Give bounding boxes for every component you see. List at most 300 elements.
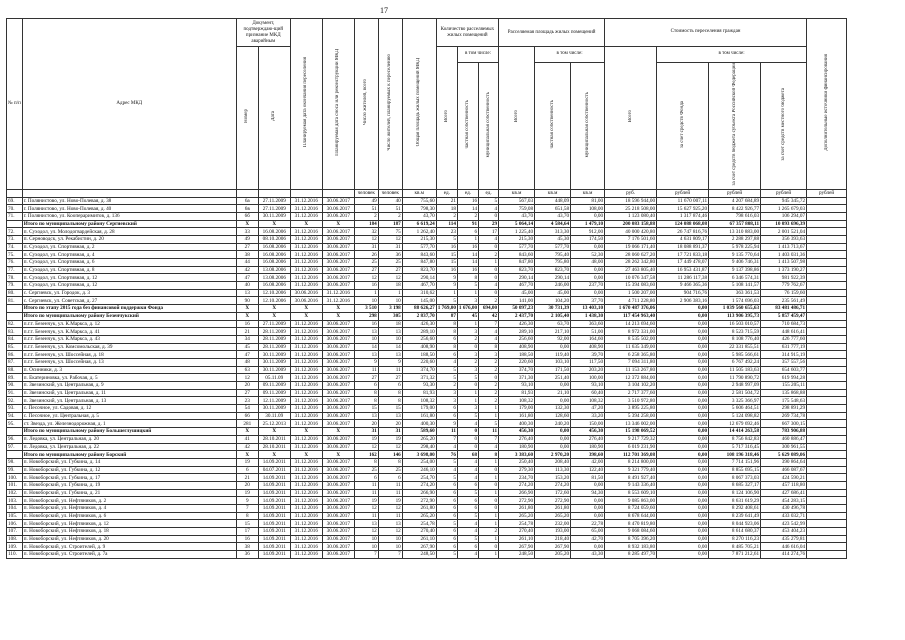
table-cell: 21,10 xyxy=(535,389,571,397)
table-cell: 11 xyxy=(354,481,378,489)
table-cell: 0 xyxy=(457,443,478,451)
table-cell xyxy=(7,305,23,313)
table-cell: X xyxy=(236,305,258,313)
table-cell: X xyxy=(236,428,258,436)
table-cell: 4 631 809,17 xyxy=(657,235,709,243)
header-total-area-text: Общая площадь жилых помещений МКД xyxy=(416,58,422,147)
table-cell: 13 xyxy=(236,289,258,297)
table-cell: 651,58 xyxy=(535,205,571,213)
table-cell: 30.06.2017 xyxy=(322,405,354,413)
table-cell: 823,70 xyxy=(499,266,535,274)
table-cell: 31.12.2016 xyxy=(290,212,322,220)
table-cell: 31.12.2016 xyxy=(290,259,322,267)
table-cell: 49 xyxy=(236,235,258,243)
table-cell: 457 118,80 xyxy=(761,481,807,489)
table-cell: 589,60 xyxy=(402,428,436,436)
table-cell: 20 xyxy=(354,420,378,428)
table-cell: 667 300,15 xyxy=(761,420,807,428)
table-cell: 18 xyxy=(436,205,457,213)
table-cell: 0,00 xyxy=(657,358,709,366)
table-cell: X xyxy=(258,305,290,313)
table-cell: 101. xyxy=(7,481,23,489)
table-cell: 265,20 xyxy=(402,512,436,520)
table-cell: 27 xyxy=(378,374,402,382)
header-count-municipal xyxy=(479,63,499,190)
table-cell: 1 769,00 xyxy=(437,305,456,312)
header-relocation-end xyxy=(290,19,322,190)
header-cost-fund xyxy=(657,63,709,190)
header-total-area xyxy=(402,19,436,190)
table-cell: 0,00 xyxy=(657,420,709,428)
table-cell: 76 xyxy=(436,451,457,459)
table-cell: 5 717 316,45 xyxy=(709,443,761,451)
table-cell: 51,00 xyxy=(571,328,605,336)
table-cell: 414 274,76 xyxy=(761,551,807,559)
table-cell: 8 285 497,70 xyxy=(605,551,657,559)
table-cell: 250,40 xyxy=(499,458,535,466)
table-cell: 30.06.2017 xyxy=(322,259,354,267)
table-row xyxy=(7,551,847,559)
table-cell: 180,90 xyxy=(499,443,535,451)
table-cell: 44 xyxy=(236,259,258,267)
table-cell: 3 104 102,20 xyxy=(605,382,657,390)
table-cell: 1 265 679,03 xyxy=(761,205,807,213)
table-cell: 113 906 395,73 xyxy=(709,312,761,320)
table-cell: 2 837,70 xyxy=(402,312,436,320)
header-doc xyxy=(236,19,290,47)
table-cell: 42 xyxy=(236,266,258,274)
table-row xyxy=(7,243,847,251)
table-row xyxy=(7,320,847,328)
table-cell: 19 066 171,40 xyxy=(605,243,657,251)
table-cell: 6 xyxy=(436,528,457,536)
table-cell: X xyxy=(322,305,354,313)
table-cell: 0,00 xyxy=(657,458,709,466)
table-cell: 45,30 xyxy=(535,235,571,243)
table-cell: 1 xyxy=(479,535,499,543)
unit-cell xyxy=(22,189,236,197)
table-cell: 1 317 874,46 xyxy=(657,212,709,220)
table-cell: 91. xyxy=(7,389,23,397)
table-cell: 13 xyxy=(378,520,402,528)
table-cell: 30.06.2017 xyxy=(322,320,354,328)
table-cell: 9 143 336,40 xyxy=(605,481,657,489)
table-row xyxy=(7,389,847,397)
table-cell: 25 xyxy=(378,259,402,267)
header-relocation-end-text: Планируемая дата окончания переселения xyxy=(303,57,309,148)
table-cell: 9 xyxy=(436,420,457,428)
table-cell: 0,00 xyxy=(571,481,605,489)
table-cell: 0 xyxy=(479,543,499,551)
table-cell: 13 xyxy=(354,328,378,336)
table-cell: 28 262 342,80 xyxy=(605,259,657,267)
table-cell: 20 xyxy=(236,382,258,390)
table-cell: 14 213 694,60 xyxy=(605,320,657,328)
table-cell xyxy=(807,520,847,528)
table-cell: 400,30 xyxy=(402,420,436,428)
table-cell: 14.09.2011 xyxy=(258,543,290,551)
table-cell: 0,00 xyxy=(657,312,709,320)
table-cell: 30.11.2009 xyxy=(258,358,290,366)
unit-cell: рублей xyxy=(807,189,847,197)
table-cell: 31.12.2016 xyxy=(290,466,322,474)
table-cell: 30.06.2017 xyxy=(322,351,354,359)
table-cell: 5 xyxy=(457,512,478,520)
table-cell: 0,00 xyxy=(657,474,709,482)
table-cell: 27 xyxy=(236,243,258,251)
table-cell xyxy=(807,489,847,497)
table-cell: 2 288 297,88 xyxy=(709,235,761,243)
table-cell: 6а xyxy=(236,197,258,205)
table-cell xyxy=(807,335,847,343)
table-cell: 0,00 xyxy=(657,397,709,405)
table-cell xyxy=(807,205,847,213)
table-cell: 31.12.2016 xyxy=(290,374,322,382)
header-count-group xyxy=(436,19,498,47)
table-cell xyxy=(807,274,847,282)
header-area-group-text: Расселяемая площадь жилых помещений xyxy=(507,29,596,35)
table-cell: 30.06.2017 xyxy=(322,505,354,513)
table-cell: 13 310 883,00 xyxy=(709,228,761,236)
table-cell: 105. xyxy=(7,512,23,520)
table-cell: 17 721 833,18 xyxy=(657,251,709,259)
table-cell: 88. xyxy=(7,366,23,374)
table-cell: 107. xyxy=(7,528,23,536)
table-cell xyxy=(807,266,847,274)
table-cell: 145,00 xyxy=(402,297,436,305)
table-cell: 40 000 420,80 xyxy=(605,228,657,236)
table-cell: 274,20 xyxy=(499,481,535,489)
table-cell: 14 414 263,58 xyxy=(709,428,761,436)
table-cell: 31.12.2016 xyxy=(290,443,322,451)
header-cost-subject-text: за счет средств бюджета субъекта Российской Федерации xyxy=(731,63,737,186)
table-cell: 16.08.2006 xyxy=(258,251,290,259)
table-row xyxy=(7,297,847,305)
table-cell: 4 xyxy=(436,466,457,474)
table-cell: 15 xyxy=(436,259,457,267)
table-cell: 0,00 xyxy=(535,443,571,451)
table-cell: 710 684,73 xyxy=(761,320,807,328)
table-cell: 220,60 xyxy=(499,358,535,366)
table-cell xyxy=(807,435,847,443)
table-cell: 40 xyxy=(236,282,258,290)
table-cell: 1 xyxy=(479,489,499,497)
table-cell: с. Песочное, ул. Садовая, д. 12 xyxy=(22,405,236,413)
table-cell: 9 068 084,60 xyxy=(605,528,657,536)
table-cell: 0,00 xyxy=(657,335,709,343)
table-cell: 8 756 842,83 xyxy=(709,435,761,443)
table-cell: 84. xyxy=(7,335,23,343)
table-cell: 0,00 xyxy=(657,543,709,551)
table-cell: 29 xyxy=(479,220,499,228)
table-cell: 7 714 151,96 xyxy=(709,458,761,466)
table-cell: п.г.т. Безенчук, ул. Комсомольская, д. 39 xyxy=(22,343,236,351)
table-cell: 0,00 xyxy=(657,443,709,451)
table-cell: 13.08.2006 xyxy=(258,266,290,274)
table-cell: п. Звезинский, ул. Центральная, д. 13 xyxy=(22,397,236,405)
table-cell: 13 xyxy=(378,351,402,359)
table-cell: 122,40 xyxy=(571,466,605,474)
table-cell: 423 542,99 xyxy=(761,520,807,528)
table-cell: 6 xyxy=(436,335,457,343)
table-cell: 2 xyxy=(479,297,499,305)
table-cell: 6 xyxy=(436,543,457,551)
page-number: 17 xyxy=(380,6,388,15)
table-cell: 466 087,67 xyxy=(761,466,807,474)
table-cell: 28.11.2009 xyxy=(258,335,290,343)
table-cell: 3 325 366,97 xyxy=(709,397,761,405)
table-cell: 41 xyxy=(236,435,258,443)
table-cell xyxy=(807,466,847,474)
table-cell: 374,70 xyxy=(499,366,535,374)
table-cell: 86. xyxy=(7,351,23,359)
table-cell: 172,60 xyxy=(535,489,571,497)
header-cost-local-text: за счет средств местного бюджета xyxy=(780,87,786,161)
table-cell: 12.10.2006 xyxy=(258,297,290,305)
table-cell: 1 xyxy=(479,474,499,482)
table-cell: 11 xyxy=(354,366,378,374)
unit-cell: ед. xyxy=(436,189,457,197)
table-cell: 274,20 xyxy=(535,481,571,489)
table-cell: 109. xyxy=(7,543,23,551)
table-cell: 3 xyxy=(457,405,478,413)
table-cell: 256,60 xyxy=(499,335,535,343)
table-cell: 2 xyxy=(479,366,499,374)
table-cell: 42,70 xyxy=(571,535,605,543)
table-cell: 26 xyxy=(354,251,378,259)
table-cell: 13 xyxy=(354,351,378,359)
table-cell: 847,80 xyxy=(402,259,436,267)
table-cell: 246,00 xyxy=(535,282,571,290)
table-cell: 31.12.2016 xyxy=(290,458,322,466)
table-cell xyxy=(807,428,847,436)
table-cell: 19 xyxy=(236,458,258,466)
table-cell: 9 217 729,32 xyxy=(605,435,657,443)
header-cost-incl-text: в том числе: xyxy=(718,51,745,57)
table-cell: 6 xyxy=(436,505,457,513)
table-cell: 30.06.2017 xyxy=(322,358,354,366)
table-cell: 85. xyxy=(7,343,23,351)
table-cell: 78. xyxy=(7,274,23,282)
table-row xyxy=(7,382,847,390)
table-cell: 6 xyxy=(457,497,478,505)
table-cell: 16 xyxy=(236,320,258,328)
table-cell: 6 xyxy=(436,497,457,505)
table-row xyxy=(7,505,847,513)
header-residents-text: Число жителей, всего xyxy=(363,79,369,126)
table-cell: 83 481 486,71 xyxy=(761,305,807,313)
table-cell xyxy=(807,474,847,482)
table-cell: 31.12.2016 xyxy=(290,251,322,259)
unit-cell: человек xyxy=(378,189,402,197)
table-cell: 31.12.2016 xyxy=(290,497,322,505)
table-cell: п. Суходол, ул. Спортивная, д. 12 xyxy=(22,282,236,290)
table-cell: 81,00 xyxy=(571,197,605,205)
table-cell: 798,30 xyxy=(402,205,436,213)
table-cell: 6 xyxy=(457,481,478,489)
table-cell: 6 xyxy=(354,382,378,390)
table-cell: 16 xyxy=(436,266,457,274)
table-cell: 8 xyxy=(479,343,499,351)
header-cost-group-text: Стоимость переселения граждан xyxy=(670,29,741,35)
header-doc-date-text: Дата xyxy=(271,111,277,122)
table-cell: 103. xyxy=(7,497,23,505)
table-cell: 6в xyxy=(236,205,258,213)
table-cell: 3 xyxy=(436,397,457,405)
table-cell: Итого по муниципальному району Сергиевский xyxy=(22,220,236,228)
table-cell: 215,30 xyxy=(402,235,436,243)
table-cell: 30.06.2017 xyxy=(322,335,354,343)
table-cell: 48,00 xyxy=(571,259,605,267)
table-row xyxy=(7,397,847,405)
table-cell: 0,00 xyxy=(657,497,709,505)
table-cell: 18 596 944,00 xyxy=(605,197,657,205)
table-cell: 31.12.2016 xyxy=(290,343,322,351)
table-cell: 31.12.2016 xyxy=(290,543,322,551)
table-cell: 4 xyxy=(479,235,499,243)
table-cell: п. Осинники, д. 3 xyxy=(22,366,236,374)
table-cell: 8 855 695,15 xyxy=(709,466,761,474)
table-cell: 6 xyxy=(436,489,457,497)
table-cell: 4 xyxy=(436,443,457,451)
table-cell: Итого по муниципальному району Большеглушицкий xyxy=(22,428,236,436)
table-cell: 254,70 xyxy=(402,474,436,482)
table-cell: X xyxy=(322,451,354,459)
table-cell: 43,70 xyxy=(499,212,535,220)
table-cell: п. Суходол, ул. Спортивная, д. 12 xyxy=(22,274,236,282)
table-cell: 5 xyxy=(457,489,478,497)
table-cell: X xyxy=(290,220,322,228)
table-cell: г. Полянистово, ул. Ново-Полевая, д. 40 xyxy=(22,205,236,213)
table-cell: 1 123 080,40 xyxy=(605,212,657,220)
table-cell: 30.06.2017 xyxy=(322,458,354,466)
table-cell: X xyxy=(258,428,290,436)
table-cell: 99. xyxy=(7,466,23,474)
table-cell: 0,00 xyxy=(657,351,709,359)
table-cell: 4 xyxy=(457,551,478,559)
table-cell: 3 698,00 xyxy=(402,451,436,459)
header-count-incl xyxy=(457,47,498,63)
table-cell: 281 xyxy=(236,420,258,428)
table-cell: 30.06.2017 xyxy=(322,443,354,451)
table-cell: 27.11.2009 xyxy=(258,205,290,213)
table-cell: п. Звезинский, ул. Центральная, д. 11 xyxy=(22,389,236,397)
table-cell: 11 xyxy=(378,366,402,374)
table-cell: 0 xyxy=(457,435,478,443)
table-cell: 31 xyxy=(378,428,402,436)
table-cell: 577,70 xyxy=(499,243,535,251)
table-cell: 267,90 xyxy=(402,543,436,551)
table-cell: 6 xyxy=(457,505,478,513)
table-row xyxy=(7,251,847,259)
table-cell: 310,62 xyxy=(402,289,436,297)
table-cell: 30.06.2017 xyxy=(322,551,354,559)
table-cell xyxy=(807,412,847,420)
header-doc-date xyxy=(258,47,290,190)
table-cell: 19 xyxy=(378,435,402,443)
table-cell: 9 466 365,36 xyxy=(657,282,709,290)
table-cell: 433 032,71 xyxy=(761,512,807,520)
table-cell: 36 xyxy=(378,251,402,259)
table-cell: п. Звезинский, ул. Центральная, д. 9 xyxy=(22,382,236,390)
table-cell: 11 xyxy=(378,512,402,520)
table-cell: 1 403 031,36 xyxy=(761,251,807,259)
table-cell: 80. xyxy=(7,289,23,297)
table-cell: 14 xyxy=(457,259,478,267)
table-cell: 0,00 xyxy=(535,397,571,405)
table-cell: 3 383,60 xyxy=(499,451,535,459)
table-cell: 28.11.2009 xyxy=(258,343,290,351)
table-cell: 71. xyxy=(7,212,23,220)
table-cell: 1 xyxy=(479,520,499,528)
table-cell: Итого по муниципальному району Безенчукский xyxy=(22,312,236,320)
table-cell: 8 491 927,40 xyxy=(605,474,657,482)
table-cell: 161,80 xyxy=(402,412,436,420)
table-cell: 14 xyxy=(457,205,478,213)
table-cell: 69. xyxy=(7,197,23,205)
table-cell: 38 xyxy=(236,251,258,259)
table-cell: 248,50 xyxy=(499,551,535,559)
table-cell: 19 xyxy=(378,497,402,505)
table-cell: 16 503 010,57 xyxy=(709,320,761,328)
table-cell: 363 361,53 xyxy=(709,289,761,297)
table-cell: 1 xyxy=(457,397,478,405)
table-cell: 30.11.2009 xyxy=(258,366,290,374)
table-cell: 94,30 xyxy=(571,489,605,497)
table-cell: 0 xyxy=(457,343,478,351)
table-cell: X xyxy=(290,312,322,320)
table-cell: 1 xyxy=(479,551,499,559)
table-cell: 1 500 207,00 xyxy=(605,289,657,297)
table-cell: 18 088 891,37 xyxy=(657,243,709,251)
table-cell: 12 xyxy=(354,235,378,243)
table-cell: 0,00 xyxy=(657,412,709,420)
table-cell: 18 xyxy=(378,320,402,328)
table-cell: 74. xyxy=(7,243,23,251)
table-row xyxy=(7,212,847,220)
table-cell: 8 xyxy=(354,458,378,466)
table-cell: 0,00 xyxy=(571,497,605,505)
table-cell: 6 xyxy=(354,474,378,482)
table-cell: 93,10 xyxy=(571,382,605,390)
table-cell xyxy=(807,351,847,359)
table-cell: 6 xyxy=(436,351,457,359)
table-cell: 356 393,63 xyxy=(761,235,807,243)
table-cell: 8 xyxy=(457,274,478,282)
table-cell: 30.06.2017 xyxy=(322,382,354,390)
table-cell: X xyxy=(322,312,354,320)
table-cell: 135 868,88 xyxy=(761,389,807,397)
subtotal-row xyxy=(7,305,847,313)
header-demolition xyxy=(322,19,354,190)
table-cell: 0,00 xyxy=(657,551,709,559)
header-count-private-text: частная собственность xyxy=(465,99,470,149)
table-cell: 11 635 349,00 xyxy=(605,343,657,351)
table-cell: 289,10 xyxy=(499,328,535,336)
table-cell: 14.09.2011 xyxy=(258,535,290,543)
table-cell: 39,70 xyxy=(571,351,605,359)
table-cell: 0 xyxy=(479,505,499,513)
header-area-private-text: частная собственность xyxy=(549,99,555,149)
table-cell: 1 xyxy=(479,412,499,420)
table-cell: 30.06.2017 xyxy=(322,474,354,482)
table-cell: 261,80 xyxy=(499,505,535,513)
table-cell: п. Суходол, ул. Молодогвардейская, д. 28 xyxy=(22,228,236,236)
unit-cell xyxy=(7,189,23,197)
table-cell: 847,80 xyxy=(499,259,535,267)
table-cell: 8 292 408,61 xyxy=(709,505,761,513)
table-cell: 427 686,41 xyxy=(761,489,807,497)
